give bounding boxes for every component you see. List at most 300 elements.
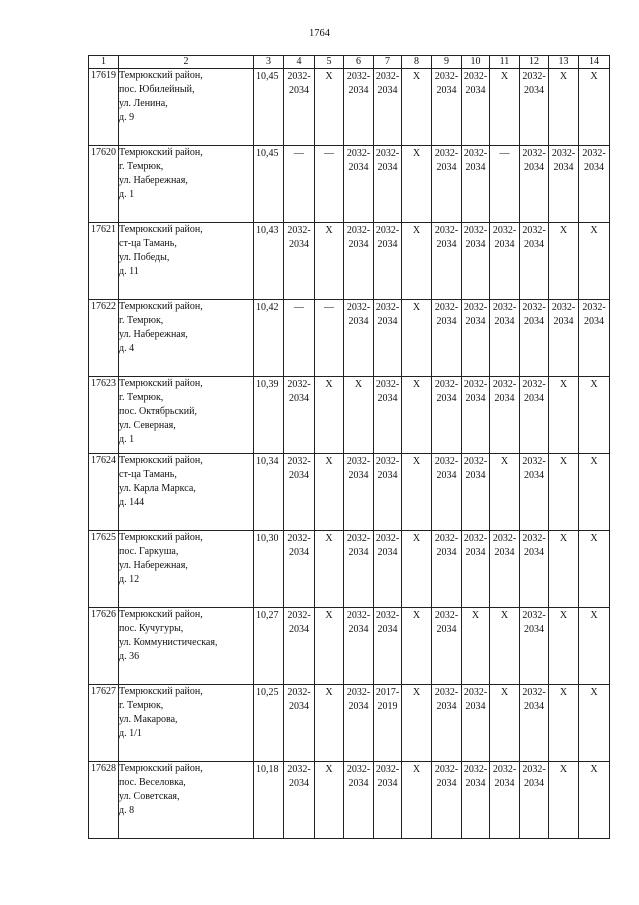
period-text: 2034 bbox=[553, 316, 574, 327]
period-cell bbox=[374, 377, 402, 454]
period-cell bbox=[402, 454, 432, 531]
address-line: Темрюкский район, bbox=[119, 378, 203, 389]
period-cell bbox=[549, 377, 579, 454]
period-cell bbox=[520, 531, 549, 608]
period-cell bbox=[520, 454, 549, 531]
address-line: пос. Гаркуша, bbox=[119, 546, 179, 557]
address-line: ул. Набережная, bbox=[119, 560, 188, 571]
period-text: 2032- bbox=[287, 764, 311, 775]
address-line: Темрюкский район, bbox=[119, 301, 203, 312]
period-cell bbox=[284, 685, 315, 762]
period-cell bbox=[344, 377, 374, 454]
period-text: 2032- bbox=[463, 533, 488, 544]
address-line: ул. Карла Маркса, bbox=[119, 483, 196, 494]
period-text: X bbox=[325, 456, 333, 467]
address-cell bbox=[119, 223, 254, 300]
address-line: д. 1 bbox=[119, 189, 135, 200]
period-text: 2034 bbox=[436, 162, 457, 173]
period-text: 2032- bbox=[522, 456, 546, 467]
period-text: 2032- bbox=[434, 379, 459, 390]
period-text: 2034 bbox=[465, 316, 486, 327]
period-cell bbox=[579, 685, 610, 762]
period-cell bbox=[284, 146, 315, 223]
page-number: 1764 bbox=[309, 28, 330, 39]
period-text: 2034 bbox=[524, 162, 544, 173]
period-text: X bbox=[590, 764, 598, 775]
address-cell bbox=[119, 69, 254, 146]
period-cell bbox=[402, 377, 432, 454]
period-text: 2032- bbox=[346, 533, 371, 544]
address-cell bbox=[119, 608, 254, 685]
period-cell bbox=[315, 685, 344, 762]
period-text: X bbox=[559, 610, 568, 621]
period-cell bbox=[402, 69, 432, 146]
period-text: 2032- bbox=[492, 533, 517, 544]
period-text: 2032- bbox=[522, 379, 546, 390]
address-line: д. 11 bbox=[119, 266, 139, 277]
value-cell: 10,45 bbox=[254, 146, 284, 223]
period-text: X bbox=[412, 456, 421, 467]
period-text: X bbox=[412, 302, 421, 313]
period-cell bbox=[402, 531, 432, 608]
period-text: 2034 bbox=[524, 778, 544, 789]
value-cell: 10,27 bbox=[254, 608, 284, 685]
period-cell bbox=[490, 377, 520, 454]
period-text: 2032- bbox=[582, 302, 606, 313]
period-text: X bbox=[412, 533, 421, 544]
period-text: 2034 bbox=[436, 624, 457, 635]
period-text: X bbox=[325, 225, 333, 236]
period-text: 2034 bbox=[377, 239, 398, 250]
address-line: д. 36 bbox=[119, 651, 140, 662]
period-cell bbox=[315, 69, 344, 146]
period-text: 2032- bbox=[463, 71, 488, 82]
period-cell bbox=[284, 454, 315, 531]
address-line: пос. Веселовка, bbox=[119, 777, 186, 788]
period-cell bbox=[374, 685, 402, 762]
period-text: 2034 bbox=[465, 393, 486, 404]
period-text: 2032- bbox=[522, 71, 546, 82]
period-text: 2034 bbox=[465, 239, 486, 250]
period-cell bbox=[374, 531, 402, 608]
period-cell bbox=[315, 531, 344, 608]
period-cell bbox=[432, 223, 462, 300]
period-text: 2032- bbox=[522, 225, 546, 236]
period-text: X bbox=[590, 71, 598, 82]
period-text: 2034 bbox=[524, 85, 544, 96]
address-line: ул. Набережная, bbox=[119, 329, 188, 340]
column-header: 2 bbox=[119, 56, 254, 69]
period-text: 2032- bbox=[346, 71, 371, 82]
address-line: ул. Ленина, bbox=[119, 98, 168, 109]
period-text: X bbox=[325, 687, 333, 698]
period-cell bbox=[432, 608, 462, 685]
period-text: 2032- bbox=[375, 71, 400, 82]
period-cell bbox=[284, 223, 315, 300]
row-number: 17621 bbox=[89, 223, 119, 300]
address-cell bbox=[119, 454, 254, 531]
period-cell bbox=[549, 608, 579, 685]
period-cell bbox=[432, 300, 462, 377]
period-cell bbox=[520, 762, 549, 839]
period-text: 2032- bbox=[346, 764, 371, 775]
period-text: X bbox=[590, 533, 598, 544]
column-header: 11 bbox=[490, 56, 520, 69]
address-line: ул. Макарова, bbox=[119, 714, 178, 725]
period-text: 2032- bbox=[492, 302, 517, 313]
period-text: 2032- bbox=[375, 533, 400, 544]
period-cell bbox=[315, 608, 344, 685]
period-text: 2032- bbox=[346, 456, 371, 467]
address-line: Темрюкский район, bbox=[119, 70, 203, 81]
period-cell bbox=[579, 762, 610, 839]
period-text: 2034 bbox=[494, 393, 515, 404]
period-cell bbox=[549, 146, 579, 223]
period-text: 2034 bbox=[584, 162, 604, 173]
period-text: 2032- bbox=[287, 225, 311, 236]
value-cell: 10,43 bbox=[254, 223, 284, 300]
period-cell bbox=[490, 146, 520, 223]
period-text: 2034 bbox=[377, 470, 398, 481]
table-row bbox=[89, 762, 610, 839]
period-text: 2034 bbox=[348, 547, 369, 558]
period-cell bbox=[520, 377, 549, 454]
period-text: 2034 bbox=[524, 239, 544, 250]
period-text: 2034 bbox=[436, 316, 457, 327]
period-text: 2032- bbox=[582, 148, 606, 159]
period-text: 2034 bbox=[436, 85, 457, 96]
period-text: 2034 bbox=[289, 778, 309, 789]
period-text: 2034 bbox=[377, 316, 398, 327]
table-row bbox=[89, 377, 610, 454]
period-cell bbox=[315, 223, 344, 300]
period-text: 2032- bbox=[434, 225, 459, 236]
column-header: 9 bbox=[432, 56, 462, 69]
period-text: 2034 bbox=[289, 547, 309, 558]
period-text: 2032- bbox=[522, 533, 546, 544]
period-text: 2034 bbox=[524, 624, 544, 635]
period-text: 2032- bbox=[492, 379, 517, 390]
period-cell bbox=[549, 223, 579, 300]
address-line: ул. Коммунистическая, bbox=[119, 637, 218, 648]
row-number: 17619 bbox=[89, 69, 119, 146]
period-text: X bbox=[325, 71, 333, 82]
address-line: Темрюкский район, bbox=[119, 147, 203, 158]
row-number: 17620 bbox=[89, 146, 119, 223]
period-cell bbox=[432, 685, 462, 762]
table-header bbox=[89, 56, 610, 69]
address-line: Темрюкский район, bbox=[119, 532, 203, 543]
period-text: X bbox=[559, 456, 568, 467]
period-text: 2032- bbox=[287, 379, 311, 390]
period-text: — bbox=[324, 302, 334, 313]
period-cell bbox=[490, 69, 520, 146]
period-text: X bbox=[412, 71, 421, 82]
period-text: 2032- bbox=[346, 687, 371, 698]
period-text: 2034 bbox=[348, 701, 369, 712]
period-cell bbox=[374, 223, 402, 300]
table-row bbox=[89, 608, 610, 685]
period-text: 2032- bbox=[346, 148, 371, 159]
period-cell bbox=[374, 608, 402, 685]
period-cell bbox=[344, 685, 374, 762]
period-text: 2034 bbox=[377, 778, 398, 789]
period-text: X bbox=[500, 687, 509, 698]
period-cell bbox=[579, 531, 610, 608]
period-cell bbox=[462, 531, 490, 608]
period-cell bbox=[432, 146, 462, 223]
column-header: 6 bbox=[344, 56, 374, 69]
period-cell bbox=[315, 377, 344, 454]
column-header: 10 bbox=[462, 56, 490, 69]
address-line: Темрюкский район, bbox=[119, 609, 203, 620]
period-text: X bbox=[500, 456, 509, 467]
period-text: 2034 bbox=[348, 470, 369, 481]
value-cell: 10,42 bbox=[254, 300, 284, 377]
period-text: 2034 bbox=[348, 316, 369, 327]
period-cell bbox=[284, 762, 315, 839]
period-text: 2034 bbox=[377, 85, 398, 96]
period-text: 2032- bbox=[434, 687, 459, 698]
period-text: 2032- bbox=[492, 225, 517, 236]
table-row bbox=[89, 146, 610, 223]
period-text: X bbox=[325, 764, 333, 775]
period-text: 2034 bbox=[436, 547, 457, 558]
period-text: X bbox=[500, 71, 509, 82]
address-line: ул. Набережная, bbox=[119, 175, 188, 186]
row-number: 17624 bbox=[89, 454, 119, 531]
address-line: пос. Октябрьский, bbox=[119, 406, 197, 417]
period-text: X bbox=[559, 687, 568, 698]
period-cell bbox=[520, 69, 549, 146]
period-text: X bbox=[590, 610, 598, 621]
header-row bbox=[89, 56, 610, 69]
period-text: 2034 bbox=[584, 316, 604, 327]
period-text: X bbox=[559, 533, 568, 544]
period-text: 2032- bbox=[287, 71, 311, 82]
period-cell bbox=[462, 685, 490, 762]
period-cell bbox=[579, 608, 610, 685]
address-line: д. 1/1 bbox=[119, 728, 142, 739]
period-text: 2034 bbox=[494, 547, 515, 558]
period-text: 2032- bbox=[287, 533, 311, 544]
period-cell bbox=[432, 531, 462, 608]
period-text: 2032- bbox=[434, 148, 459, 159]
address-line: г. Темрюк, bbox=[119, 392, 164, 403]
period-text: 2032- bbox=[375, 379, 400, 390]
period-text: 2032- bbox=[434, 71, 459, 82]
period-text: 2034 bbox=[436, 239, 457, 250]
period-text: — bbox=[294, 148, 304, 159]
table-row bbox=[89, 531, 610, 608]
period-cell bbox=[402, 223, 432, 300]
period-text: 2032- bbox=[434, 456, 459, 467]
address-line: г. Темрюк, bbox=[119, 700, 164, 711]
address-line: ст-ца Тамань, bbox=[119, 469, 177, 480]
address-line: Темрюкский район, bbox=[119, 686, 203, 697]
period-text: 2032- bbox=[463, 379, 488, 390]
period-cell bbox=[462, 69, 490, 146]
period-text: 2034 bbox=[465, 701, 486, 712]
period-text: X bbox=[412, 148, 421, 159]
period-text: — bbox=[294, 302, 304, 313]
period-text: 2034 bbox=[494, 778, 515, 789]
period-text: 2034 bbox=[348, 778, 369, 789]
value-cell: 10,25 bbox=[254, 685, 284, 762]
table-row bbox=[89, 300, 610, 377]
period-text: X bbox=[590, 379, 598, 390]
period-text: 2032- bbox=[551, 302, 576, 313]
period-text: 2034 bbox=[377, 393, 398, 404]
period-text: 2032- bbox=[434, 302, 459, 313]
column-header: 8 bbox=[402, 56, 432, 69]
address-line: Темрюкский район, bbox=[119, 763, 203, 774]
period-text: 2032- bbox=[434, 764, 459, 775]
address-line: д. 9 bbox=[119, 112, 135, 123]
period-text: 2032- bbox=[463, 764, 488, 775]
period-text: 2034 bbox=[377, 162, 398, 173]
period-text: 2019 bbox=[377, 701, 398, 712]
period-text: X bbox=[471, 610, 480, 621]
table-body bbox=[89, 69, 610, 839]
period-cell bbox=[374, 69, 402, 146]
period-cell bbox=[284, 608, 315, 685]
period-text: 2034 bbox=[436, 701, 457, 712]
period-cell bbox=[284, 377, 315, 454]
period-text: 2034 bbox=[348, 239, 369, 250]
table-row bbox=[89, 685, 610, 762]
period-cell bbox=[344, 300, 374, 377]
row-number: 17628 bbox=[89, 762, 119, 839]
period-cell bbox=[549, 762, 579, 839]
period-cell bbox=[432, 377, 462, 454]
table-row bbox=[89, 454, 610, 531]
column-header: 5 bbox=[315, 56, 344, 69]
address-cell bbox=[119, 685, 254, 762]
column-header: 3 bbox=[254, 56, 284, 69]
period-text: 2034 bbox=[289, 701, 309, 712]
address-line: г. Темрюк, bbox=[119, 315, 164, 326]
period-text: 2034 bbox=[465, 162, 486, 173]
period-text: 2032- bbox=[463, 148, 488, 159]
value-cell: 10,30 bbox=[254, 531, 284, 608]
column-header: 4 bbox=[284, 56, 315, 69]
address-line: ул. Советская, bbox=[119, 791, 180, 802]
period-text: 2034 bbox=[494, 316, 515, 327]
period-text: 2034 bbox=[289, 624, 309, 635]
period-text: 2032- bbox=[375, 456, 400, 467]
register-table bbox=[88, 55, 610, 839]
period-text: 2032- bbox=[522, 764, 546, 775]
period-text: 2032- bbox=[463, 456, 488, 467]
value-cell: 10,34 bbox=[254, 454, 284, 531]
column-header: 7 bbox=[374, 56, 402, 69]
period-cell bbox=[579, 300, 610, 377]
period-text: 2034 bbox=[553, 162, 574, 173]
period-cell bbox=[520, 685, 549, 762]
period-text: 2034 bbox=[465, 778, 486, 789]
period-cell bbox=[432, 762, 462, 839]
period-text: 2034 bbox=[524, 393, 544, 404]
period-text: 2034 bbox=[377, 547, 398, 558]
period-text: X bbox=[325, 610, 333, 621]
period-text: 2034 bbox=[494, 239, 515, 250]
period-text: X bbox=[559, 225, 568, 236]
period-text: X bbox=[325, 533, 333, 544]
period-text: 2032- bbox=[375, 610, 400, 621]
period-cell bbox=[315, 300, 344, 377]
period-text: 2034 bbox=[465, 547, 486, 558]
row-number: 17622 bbox=[89, 300, 119, 377]
period-text: 2017- bbox=[375, 687, 400, 698]
address-line: г. Темрюк, bbox=[119, 161, 164, 172]
period-text: 2034 bbox=[436, 470, 457, 481]
period-cell bbox=[549, 454, 579, 531]
period-text: X bbox=[412, 225, 421, 236]
period-text: 2034 bbox=[524, 316, 544, 327]
period-cell bbox=[549, 300, 579, 377]
period-cell bbox=[490, 685, 520, 762]
address-line: пос. Кучугуры, bbox=[119, 623, 184, 634]
period-text: 2032- bbox=[522, 148, 546, 159]
address-line: д. 8 bbox=[119, 805, 135, 816]
period-cell bbox=[462, 300, 490, 377]
period-text: 2032- bbox=[551, 148, 576, 159]
period-text: 2032- bbox=[287, 456, 311, 467]
period-text: 2032- bbox=[434, 533, 459, 544]
address-line: д. 1 bbox=[119, 434, 135, 445]
period-cell bbox=[520, 146, 549, 223]
period-text: 2034 bbox=[348, 624, 369, 635]
period-cell bbox=[344, 69, 374, 146]
period-text: 2032- bbox=[375, 764, 400, 775]
value-cell: 10,39 bbox=[254, 377, 284, 454]
address-cell bbox=[119, 300, 254, 377]
value-cell: 10,45 bbox=[254, 69, 284, 146]
period-text: 2032- bbox=[287, 610, 311, 621]
period-cell bbox=[402, 685, 432, 762]
address-cell bbox=[119, 531, 254, 608]
address-line: ул. Победы, bbox=[119, 252, 170, 263]
period-cell bbox=[374, 762, 402, 839]
period-text: 2032- bbox=[522, 302, 546, 313]
period-cell bbox=[402, 762, 432, 839]
period-cell bbox=[344, 223, 374, 300]
period-cell bbox=[284, 531, 315, 608]
period-text: X bbox=[500, 610, 509, 621]
address-line: ст-ца Тамань, bbox=[119, 238, 177, 249]
column-header: 12 bbox=[520, 56, 549, 69]
period-cell bbox=[374, 146, 402, 223]
address-line: Темрюкский район, bbox=[119, 455, 203, 466]
period-cell bbox=[462, 377, 490, 454]
period-cell bbox=[462, 762, 490, 839]
period-cell bbox=[402, 300, 432, 377]
period-text: 2032- bbox=[287, 687, 311, 698]
period-text: X bbox=[412, 610, 421, 621]
column-header: 14 bbox=[579, 56, 610, 69]
period-cell bbox=[402, 608, 432, 685]
period-cell bbox=[462, 454, 490, 531]
address-line: д. 144 bbox=[119, 497, 145, 508]
column-header: 1 bbox=[89, 56, 119, 69]
period-text: X bbox=[412, 379, 421, 390]
period-cell bbox=[490, 300, 520, 377]
period-text: X bbox=[412, 764, 421, 775]
address-cell bbox=[119, 762, 254, 839]
period-cell bbox=[315, 762, 344, 839]
period-text: 2034 bbox=[348, 162, 369, 173]
